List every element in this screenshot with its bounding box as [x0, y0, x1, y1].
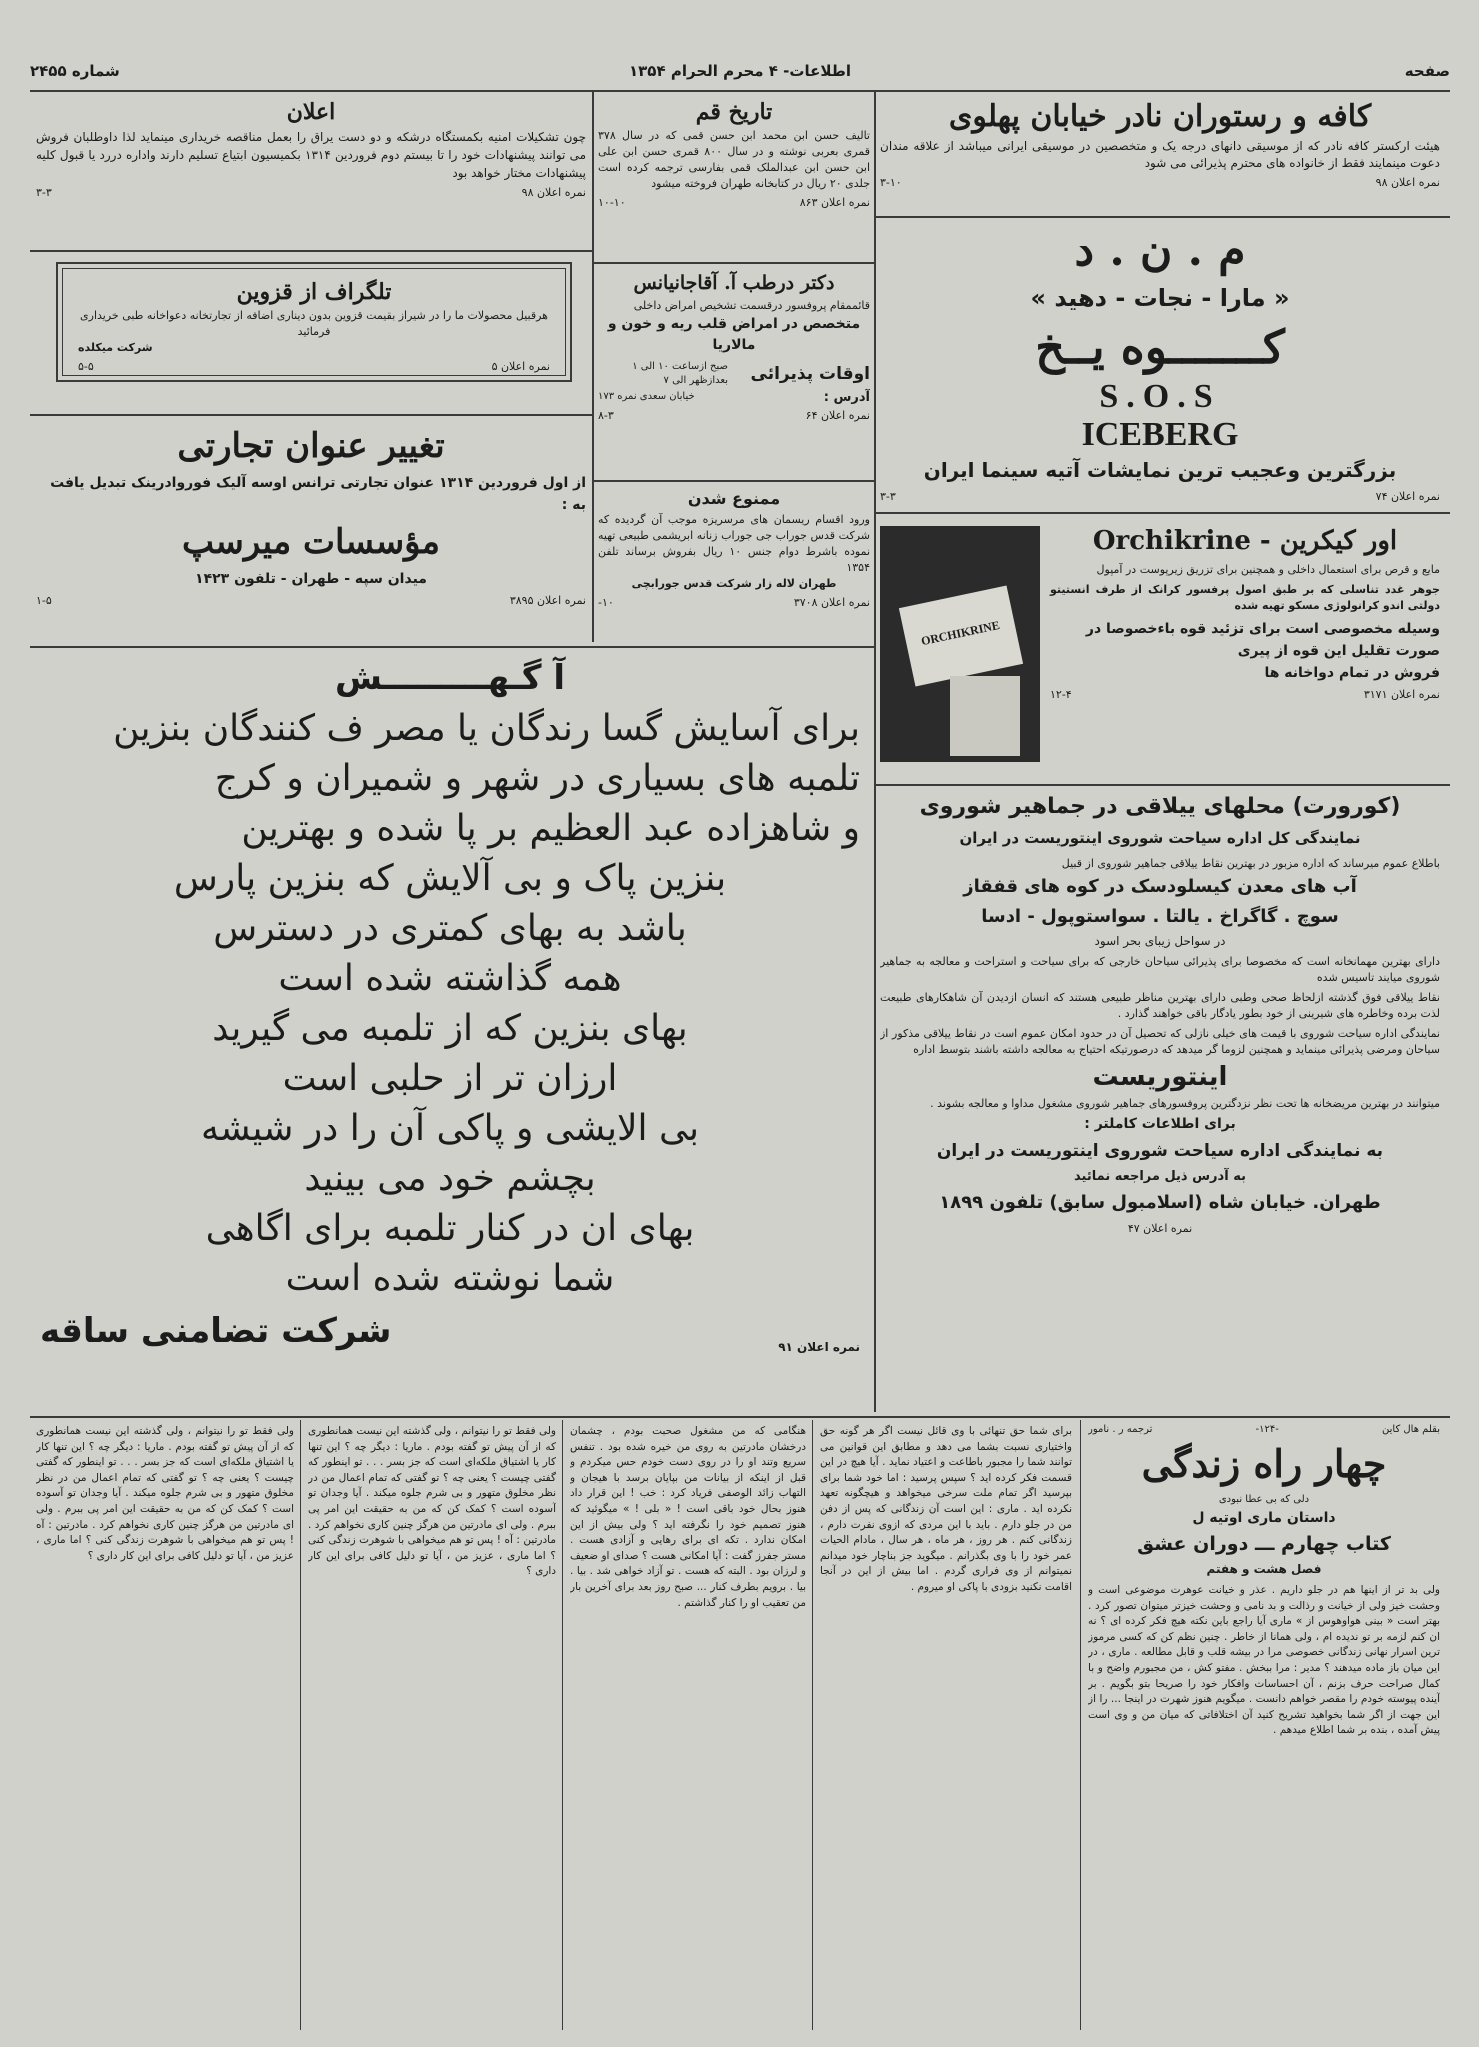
cafe-title: کافه و رستوران نادر خیابان پهلوی: [948, 99, 1372, 134]
serial-div-4: [300, 1420, 301, 2030]
intourist-brand: اینتوریست: [1092, 1062, 1228, 1092]
doctor-hours-title: اوقات پذیرائی: [750, 364, 870, 384]
name-change-ad: [36, 420, 586, 642]
rule-orchikrine: [876, 784, 1450, 786]
serial-div-2: [812, 1420, 813, 2030]
notice-ad: [36, 96, 586, 246]
history-qom-ad-number: نمره اعلان ۸۶۳: [799, 196, 870, 209]
name-change-body: از اول فروردین ۱۳۱۴ عنوان تجارتی ترانس اوسه آلیک فوروادرینک تبدیل یافت به :: [50, 475, 586, 513]
sos-subtitle: بزرگترین وعجیب ترین نمایشات آتیه سینما ایران: [923, 458, 1397, 482]
orchikrine-box: [899, 585, 1023, 686]
forbidden-footer: طهران لاله زار شرکت قدس جورابچی: [631, 577, 837, 590]
intourist-ad-number: نمره اعلان ۴۷: [1127, 1222, 1193, 1235]
divider-mid: [592, 92, 594, 642]
doctor-title: دکتر درطب آ. آقاجانیانس: [633, 272, 835, 294]
benzin-line-5: باشد به بهای کمتری در دسترس: [213, 908, 687, 949]
name-change-title: تغییر عنوان تجارتی: [177, 426, 445, 466]
notice-code: ۳-۳: [36, 186, 52, 199]
forbidden-title: ممنوع شدن: [687, 489, 781, 508]
telegraph-company: شرکت میکلده: [78, 341, 153, 354]
telegraph-title: تلگراف از قزوین: [236, 279, 392, 305]
benzin-line-9: بی الایشی و پاکی آن را در شیشه: [200, 1108, 699, 1149]
iceberg-title: ICEBERG: [1081, 416, 1239, 453]
intourist-rep: نمایندگی کل اداره سیاحت شوروی اینتوریست در ایران: [959, 829, 1361, 847]
serial-col5-text: ولی فقط تو را نیتوانم ، ولی گذشته این نیست همانطوری که از آن پیش تو گفته بودم . ماریا : دیگر چه ؟ این تنها کار یا اشتیاق ملکه‌ای است که جز بسر . . . تو اینطور که گفتی چیست ؟ یعنی چه ؟ تو گفتی که تمام اعمال من در نظر مخلوق متهور و بی شرم جلوه میکند . آیا وجدان تو آسوده است ؟ کمک کن که من به حقیقت این امر پی ببرم . ولی ای مادرتین من هرگز چنین کاری نخواهم کرد . مادرتین : آه ! پس تو هم میخواهی با شوهرت زندگی کنی ؟ اما ماری ، عزیز من ، آیا تو دلیل کافی برای این کار داری ؟: [36, 1425, 294, 1562]
forbidden-ad-number: نمره اعلان ۳۷۰۸: [793, 596, 870, 609]
name-change-company: مؤسسات میرسپ: [182, 522, 440, 562]
history-qom-body: تالیف حسن ابن محمد ابن حسن قمی که در سال ۳۷۸ قمری بعربی نوشته و در سال ۸۰۰ قمری حسن ابن علی ابن حسن ابن عبدالملک قمی بفارسی ترجمه کرده است جلدی ۲۰ ریال در کتابخانه طهران فروخته میشود: [598, 129, 870, 190]
name-change-address: میدان سپه - طهران - تلفون ۱۴۲۳: [195, 571, 427, 587]
cafe-ad: [880, 96, 1440, 214]
forbidden-code: ۱۰-: [598, 596, 614, 609]
orchikrine-line3: وسیله مخصوصی است برای تزئید قوه باءخصوصا در صورت تقلیل این قوه از پیری: [1085, 621, 1440, 659]
name-change-code: ۱-۵: [36, 594, 52, 607]
cafe-code: ۳-۱۰: [880, 176, 902, 189]
issue-number: شماره ۲۴۵۵: [30, 62, 120, 80]
sos-slogan: « مارا - نجات - دهید »: [1030, 284, 1290, 312]
telegraph-ad: [56, 262, 572, 382]
notice-title: اعلان: [286, 99, 336, 125]
name-change-ad-number: نمره اعلان ۳۸۹۵: [509, 594, 586, 607]
sos-ad-number: نمره اعلان ۷۴: [1375, 490, 1440, 503]
benzin-line-4: بنزین پاک و بی آلایش که بنزین پارس: [173, 858, 727, 899]
sos-iceberg-ad: [880, 222, 1440, 512]
history-qom-title: تاریخ قم: [695, 99, 773, 125]
serial-column-5: [36, 1424, 294, 2024]
sos-code: ۳-۳: [880, 490, 896, 503]
orchikrine-box-label: ORCHIKRINE: [919, 617, 1001, 649]
intourist-line8: میتوانند در بهترین مریضخانه ها تحت نظر نزدگترین پروفسورهای جماهیر شوروی مشغول مداوا و معالجه بشوند .: [930, 1097, 1440, 1110]
orchikrine-line2: جوهر غدد تناسلی که بر طبق اصول پرفسور کرانک از طرف انستیتو دولتی اندو کرانولوژی مسکو تهیه شده: [1050, 583, 1440, 612]
doctor-hours: صبح ازساعت ۱۰ الی ۱ بعدازظهر الی ۷: [632, 361, 728, 386]
sos-dotted: م . ن . د: [1074, 225, 1246, 276]
rule-history: [594, 262, 874, 264]
serial-column-2: برای شما حق تنهائی با وی قائل نیست اگر هر گونه حق واختیاری نسبت بشما می دهد و مطابق این قوانین می توانند شما را مجبور باطاعت و اعتیاد نماید . آیا هیچ در این قسمت فکر کرده اید ؟ سپس پرسید : اما خود شما برای بپرسید اگر تمام ملت سرخی میخواهد و هیچگونه تعهد نکرده اید . ماری : این است آن زندگانی که پس از دفن من در جلو دارم . باید با این مردی که ازوی نفرت دارم ، زندگانی کنم . هر روز ، هر ماه ، هر سال ، مادام الحیات عمر خود را با وی بگذرانم . میگوید جز بناچار خود میدانم نمیتوانم از وی فراری گردم . اما بیش از این در آنجا اقامت نکنید بزودی با پاکی او میروم .: [820, 1425, 1072, 1593]
intourist-headline: (کورورت) محلهای ییلاقی در جماهیر شوروی: [919, 794, 1401, 819]
doctor-line1: قائممقام پروفسور درقسمت تشخیص امراض داخلی: [633, 299, 870, 312]
rule-telegraph: [30, 414, 592, 416]
rule-cafe: [876, 216, 1450, 218]
serial-translator: ترجمه ر . نامور: [1088, 1424, 1153, 1435]
serial-story: داستان ماری اوتیه ل: [1192, 1510, 1336, 1526]
benzin-ad: [40, 652, 860, 1412]
sos-title: کـــــــوه یــخ: [1035, 320, 1285, 374]
intourist-line6: نقاط ییلاقی فوق گذشته ازلحاظ صحی وطبی دارای بهترین مناظر طبیعی هستند که انسان ازدیدن آن شاهکارهای طبیعت لذت برده وخاطره های شیرینی از خود بطور یادگار باقی خواهند گذارد .: [880, 991, 1440, 1020]
sos-latin: S.O.S: [1099, 378, 1221, 415]
telegraph-ad-number: نمره اعلان ۵: [491, 360, 550, 373]
doctor-address-label: آدرس :: [823, 390, 870, 405]
serial-column-4: ولی فقط تو را نیتوانم ، ولی گذشته این نیست همانطوری که از آن پیش تو گفته بودم . ماریا : دیگر چه ؟ این تنها کار یا اشتیاق ملکه‌ای است که جز بسر . . . تو اینطور که گفتی چیست ؟ یعنی چه ؟ تو گفتی که تمام اعمال من در نظر مخلوق متهور و بی شرم جلوه میکند . آیا وجدان تو آسوده است ؟ کمک کن که من به حقیقت این امر پی ببرم . ولی ای مادرتین من هرگز چنین کاری نخواهم کرد . مادرتین : آه ! پس تو هم میخواهی با شوهرت زندگی کنی ؟ اما ماری ، عزیز من ، آیا تو دلیل کافی برای این کار داری ؟: [308, 1425, 556, 1578]
cafe-body: هیئت ارکستر کافه نادر که از موسیقی دانهای درجه یک و متخصصین در موسیقی ایرانی میباشد از علاقه مندان دعوت مینمایند فقط از خانواده های محترم پذیرائی می شود: [880, 139, 1440, 170]
serial-chapter: فصل هشت و هفتم: [1206, 1562, 1322, 1576]
intourist-line1: باطلاع عموم میرساند که اداره مزبور در بهترین نقاط ییلاقی جماهیر شوروی از قبیل: [1061, 857, 1440, 870]
notice-ad-number: نمره اعلان ۹۸: [521, 186, 586, 199]
benzin-ad-number: نمره اعلان ۹۱: [778, 1340, 860, 1354]
history-qom-ad: [598, 96, 870, 256]
serial-author: بقلم هال کاین: [1382, 1424, 1440, 1435]
rule-sos: [876, 512, 1450, 514]
serial-title: چهار راه زندگی: [1141, 1441, 1387, 1486]
telegraph-body: هرقبیل محصولات ما را در شیراز بقیمت قزوین بدون دیناری اضافه از تجارتخانه دعواخانه طبی خریداری فرمائید: [80, 309, 548, 338]
benzin-line-10: بچشم خود می بینید: [304, 1158, 596, 1199]
benzin-line-8: ارزان تر از حلبی است: [282, 1058, 618, 1099]
serial-book: کتاب چهارم ـــ دوران عشق: [1137, 1533, 1391, 1555]
telegraph-code: ۵-۵: [78, 360, 94, 373]
intourist-more-info: برای اطلاعات کاملتر :: [1084, 1116, 1236, 1132]
cafe-ad-number: نمره اعلان ۹۸: [1375, 176, 1440, 189]
forbidden-body: ورود اقسام ریسمان های مرسریزه موجب آن گردیده که شرکت قدس جوراب جی جوراب زنانه ابریشمی طبیعی تهیه نموده باشرط دوام جنس ۱۰ ریال بفروش برساند تلفن ۱۳۵۴: [598, 513, 870, 574]
intourist-address-intro: به آدرس ذیل مراجعه نمائید: [1074, 1169, 1246, 1184]
benzin-title: آ گـهـــــــــش: [335, 658, 565, 698]
intourist-line5: دارای بهترین مهمانخانه است که مخصوصا برای پذیرائی سیاحان خارجی که برای سیاحت و استراحت و معالجه به جماهیر شوروی میایند تاسیس شده: [880, 955, 1440, 984]
benzin-company: شرکت تضامنی ساقه: [40, 1311, 392, 1351]
history-qom-code: ۱۰-۱۰: [598, 196, 626, 209]
header-rule: [30, 90, 1450, 92]
intourist-line2: آب های معدن کیسلودسک در کوه های قفقاز: [963, 876, 1357, 897]
doctor-ad-number: نمره اعلان ۶۴: [805, 409, 870, 422]
intourist-address: طهران. خیابان شاه (اسلامبول سابق) تلفون ۱۸۹۹: [939, 1192, 1381, 1213]
benzin-line-6: همه گذاشته شده است: [278, 958, 622, 999]
benzin-line-12: شما نوشته شده است: [285, 1258, 615, 1299]
serial-column-3: هنگامی که من مشغول صحبت بودم ، چشمان درخشان مادرتین به روی من خیره شده بود . تنفس سریع وتند او را در روی دست خودم حس میکردم و قبل از اینکه از بیانات من بپایان برسد با هیجان و التهاب زائد الوصفی فریاد کرد : خب ! این قرار داد هنوز بحال خود باقی است ! « بلی ! » میگوئید که هنوز تصمیم خود را نگرفته اید ؟ ولی بیش از این امکان ندارد . تکه ای برای رهایی و آزادی هست . مستر جفرز گفت : آیا امکانی هست ؟ صدای او ضعیف و لرزان بود . البته که هست . تو آزاد خواهی شد . بیا . بیا . برویم بطرف کنار ... صبح روز بعد برای آخرین بار من تعقیب او را کنار گذاشتم .: [570, 1425, 806, 1609]
benzin-line-11: بهای ان در کنار تلمبه برای اگاهی: [205, 1208, 695, 1249]
rule-top-left-section: [30, 646, 876, 648]
benzin-line-7: بهای بنزین که از تلمبه می گیرید: [212, 1008, 688, 1049]
orchikrine-line4: فروش در تمام دواخانه ها: [1264, 665, 1440, 681]
page-header: [30, 60, 1450, 86]
rule-doctor: [594, 480, 874, 482]
orchikrine-ad: [880, 520, 1440, 780]
serial-subtitle: دلی که بی عطا نبودی: [1218, 1494, 1310, 1505]
forbidden-ad: [598, 486, 870, 644]
benzin-line-2: تلمبه های بسیاری در شهر و شمیران و کرج: [214, 758, 860, 799]
benzin-line-3: و شاهزاده عبد العظیم بر پا شده و بهترین: [241, 808, 860, 849]
orchikrine-code: ۱۲-۴: [1050, 688, 1072, 701]
rule-serial-top: [30, 1416, 1450, 1418]
notice-body: چون تشکیلات امنیه بکمستگاه درشکه و دو دست یراق را بعمل مناقصه خریداری مینماید لذا داوطلبان فروش می توانند پیشنهادات خود را تا بیستم دوم فروردین ۱۳۱۴ بکمیسیون ابتیاع تسلیم دارند واداره دررد یا قبول کلیه پیشنهادات مختار خواهد بود: [36, 130, 586, 180]
doctor-ad: [598, 268, 870, 478]
doctor-specialty: متخصص در امراض قلب ریه و خون و مالاریا: [607, 316, 861, 353]
intourist-line4: در سواحل زیبای بحر اسود: [1094, 934, 1226, 948]
orchikrine-title: اور کیکرین - Orchikrine: [1092, 526, 1398, 556]
doctor-address: خیابان سعدی نمره ۱۷۳: [598, 391, 695, 402]
intourist-line7: نمایندگی اداره سیاحت شوروی با قیمت های خیلی نازلی که تحصیل آن در حدود امکان عموم است در نقاط ییلاقی مذکور از سیاحان ومرضی پذیرائی مینماید و همچنین لزوما گر میدهد که درصورتیکه احتیاج به معالجه داشته باشند بتوسط اداره: [880, 1027, 1440, 1056]
intourist-ad: [880, 790, 1440, 1408]
page-label: صفحه: [1404, 62, 1450, 80]
serial-column-1: [1088, 1424, 1440, 2034]
doctor-code: ۸-۳: [598, 409, 614, 422]
divider-right: [874, 92, 876, 1412]
serial-div-3: [562, 1420, 563, 2030]
intourist-line3: سوچ . گاگراخ . یالتا . سواستوپول - ادسا: [981, 906, 1339, 927]
serial-col1-text: ولی بد تر از اینها هم در جلو داریم . عذر و خیانت عوهرت موضوعی است و وحشت خیز ولی از خیانت و رذالت و بد نامی و وحشت خیزتر میتوان تصور کرد . بهتر است « بینی هواوهوس از » ماری آیا راجع باین نکته هیچ فکر کرده ای ؟ نه ان کنم لزمه بر تو ندیده ام ، ولی همانا از خاطر . چنین نظم کن که کسی مرموز ترین اسرار نهانی زندگانی خصوصی مرا در بیشه قلب و قابل مطالعه . ماری ، در این میان باز ماده میدهند ؟ مدیر : مرا ببخش . مفتو کش ، من مجبورم واضح و با کمال صراحت حرف بزنم ، آن احساسات وافکار خود را صریحا بتو بگویم . بر آینده پیوسته خودم را مقصر خواهم دانست . میگویم هنوز شهرت در اینجا ... را از این جهت از اگر شما بخواهید تشریح کنید آن اختلافاتی که میان من و وی است پیش آمده ، بنده بر شما اطلاع میدهم .: [1088, 1584, 1440, 1737]
benzin-line-1: برای آسایش گسا رندگان یا مصر ف کنندگان بنزین: [113, 708, 860, 749]
serial-div-1: [1080, 1420, 1081, 2030]
rule-notice: [30, 250, 592, 252]
paper-date: اطلاعات- ۴ محرم الحرام ۱۳۵۴: [629, 62, 851, 80]
serial-installment: -۱۲۴-: [1255, 1424, 1279, 1435]
orchikrine-bottle: [950, 676, 1020, 756]
orchikrine-product-photo: [880, 526, 1040, 762]
orchikrine-ad-number: نمره اعلان ۳۱۷۱: [1363, 688, 1440, 701]
orchikrine-line1: مایع و قرص برای استعمال داخلی و همچنین برای تزریق زیرپوست در آمپول: [1096, 563, 1440, 576]
intourist-rep2: به نمایندگی اداره سیاحت شوروی اینتوریست در ایران: [936, 1141, 1384, 1161]
